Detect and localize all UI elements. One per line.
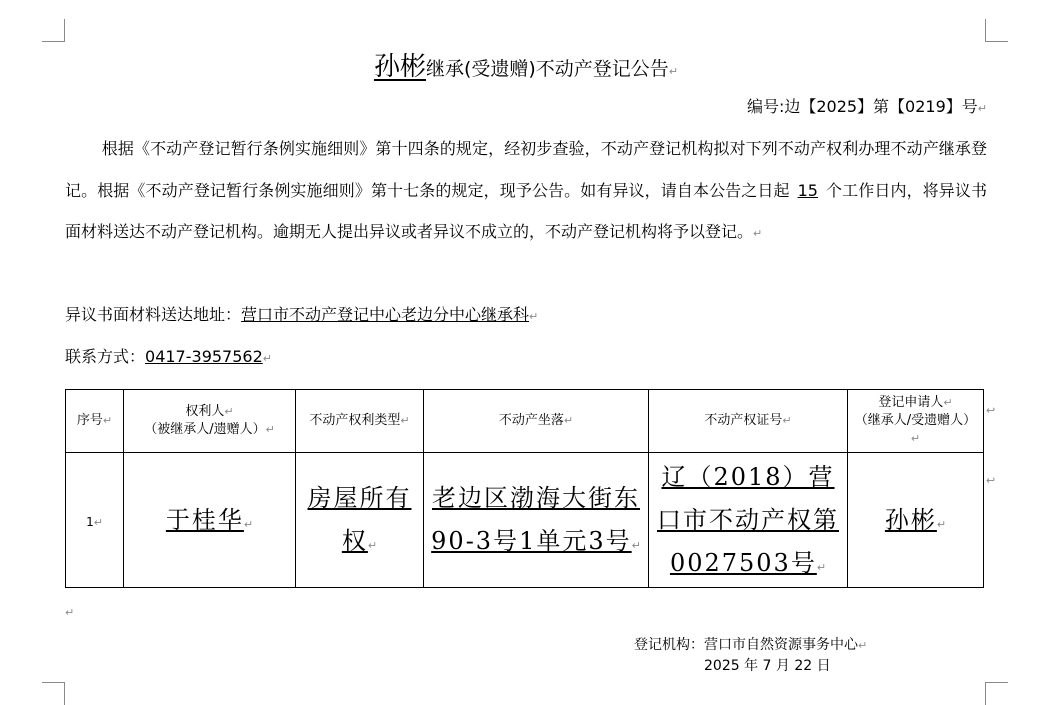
header-holder: 权利人↵ （被继承人/遗赠人）↵ [124,390,296,453]
address-line [65,302,538,325]
footer-date [704,655,831,675]
document-title [0,46,1052,83]
paragraph-mark: ↵ [262,352,272,365]
header-right-type: 不动产权利类型↵ [296,390,424,453]
cell-seq: 1↵ [66,453,124,588]
empty-paragraph-mark: ↵ [65,606,75,619]
notice-number-text: 编号:边【2025】第【0219】号 [746,97,978,116]
address-value: 营口市不动产登记中心老边分中心继承科 [241,305,530,324]
title-text: 继承(受遗赠)不动产登记公告 [425,58,669,80]
header-location: 不动产坐落↵ [424,390,649,453]
row-end-mark: ↩ [986,474,996,487]
footer-organization [634,634,867,654]
paragraph-mark: ↵ [753,227,763,240]
crop-mark-top-right [985,19,1008,42]
row-end-mark: ↩ [986,404,996,417]
cell-right-type: 房屋所有权↵ [296,453,424,588]
organization-text: 登记机构：营口市自然资源事务中心 [634,637,858,653]
paragraph-mark: ↵ [668,65,679,78]
cell-certificate: 辽（2018）营口市不动产权第0027503号↵ [649,453,848,588]
cell-applicant: 孙彬↵ [848,453,984,588]
paragraph-mark: ↵ [529,310,539,323]
notice-number [747,94,987,117]
date-text: 2025 年 7 月 22 日 [704,658,831,674]
table-header-row [66,390,984,453]
header-applicant: 登记申请人↵ （继承人/受遗赠人）↵ [848,390,984,453]
body-part-2: 个工作日内，将异议书面材料送达不动产登记机构。逾期无人提出异议或者异议不成立的，不动产登记机构将予以登记。 [65,180,987,241]
body-part-1: 根据《不动产登记暂行条例实施细则》第十四条的规定，经初步查验，不动产登记机构拟对下列不动产权利办理不动产继承登记。根据《不动产登记暂行条例实施细则》第十七条的规定，现予公告。如有异议，请自本公告之日起 [65,139,987,200]
crop-mark-bottom-right [985,682,1008,705]
registration-table [65,389,984,588]
notice-body [65,128,987,255]
paragraph-mark: ↵ [977,102,987,115]
objection-days: 15 [797,180,818,200]
header-seq: 序号↵ [66,390,124,453]
contact-value: 0417-3957562 [145,347,263,366]
header-certificate: 不动产权证号↵ [649,390,848,453]
table-row [66,453,984,588]
crop-mark-top-left [42,19,65,42]
title-applicant-name: 孙彬 [373,52,426,82]
cell-location: 老边区渤海大街东90-3号1单元3号↵ [424,453,649,588]
cell-holder: 于桂华↵ [124,453,296,588]
contact-line [65,344,272,367]
contact-label: 联系方式： [65,347,146,366]
address-label: 异议书面材料送达地址： [65,305,242,324]
paragraph-mark: ↵ [858,639,868,652]
crop-mark-bottom-left [42,682,65,705]
